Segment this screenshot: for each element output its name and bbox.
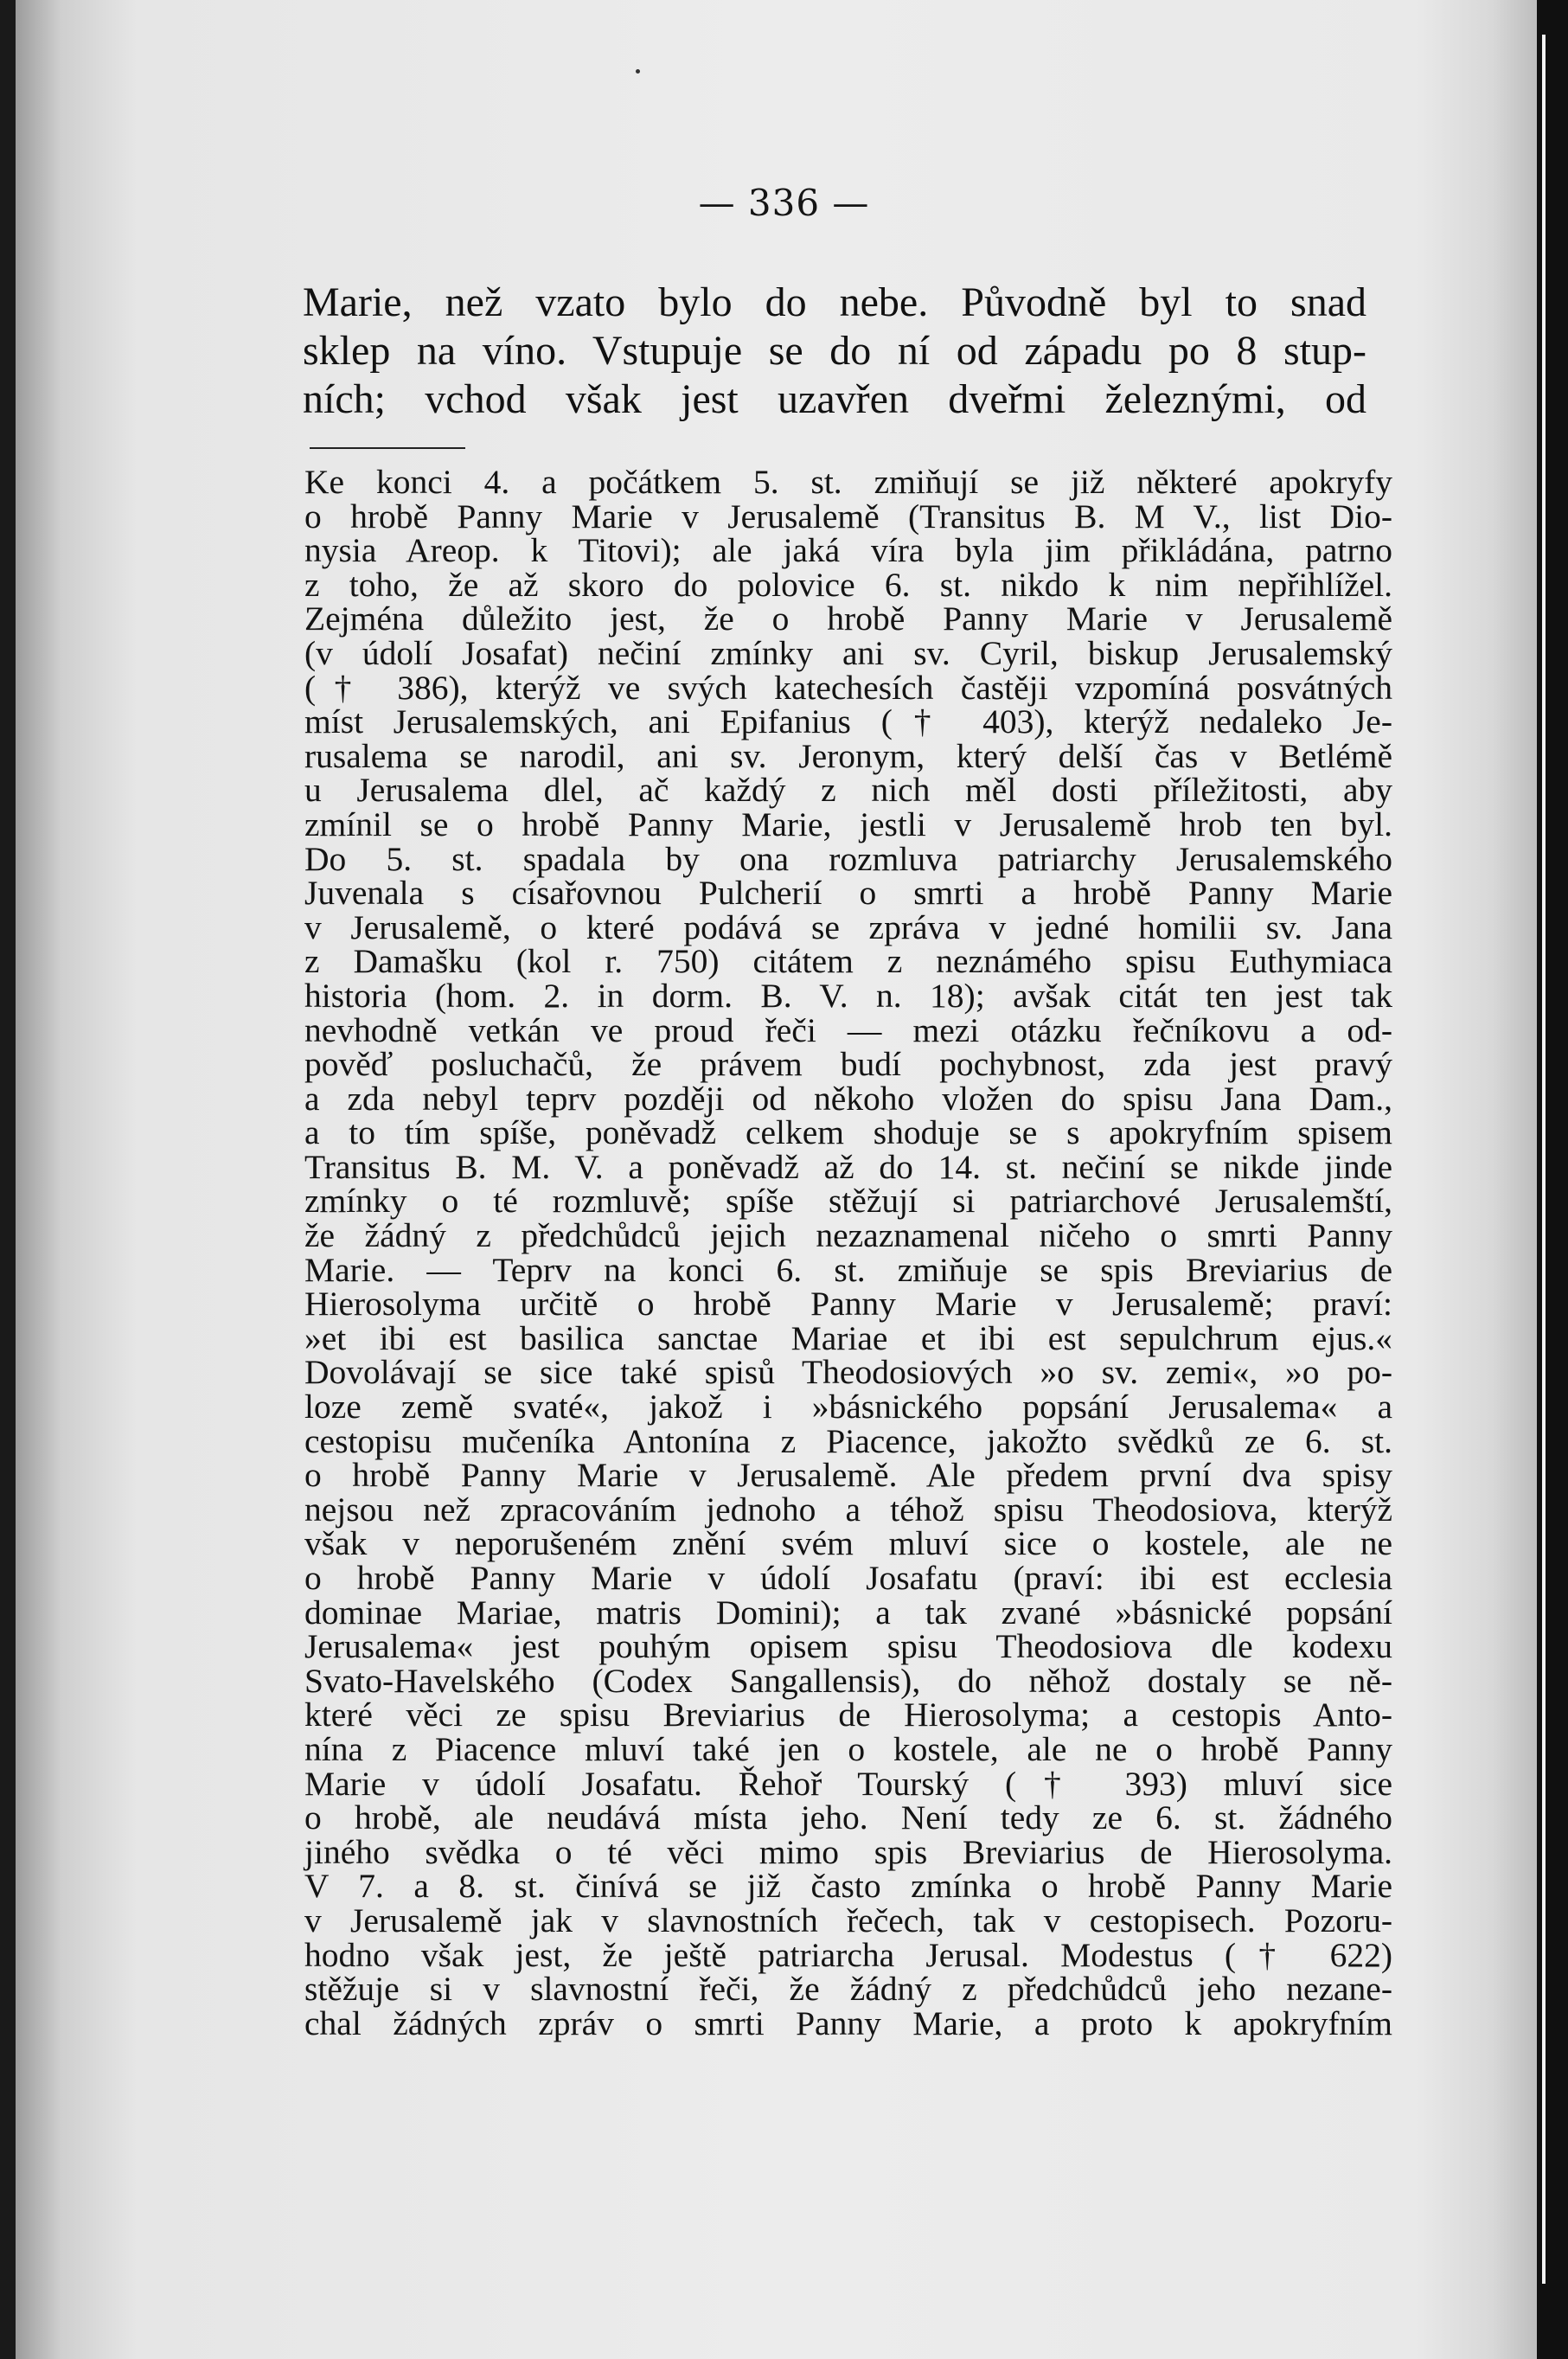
footnote-line: Do 5. st. spadala by ona rozmluva patriarchy Jerusalemského <box>304 839 1392 878</box>
footnote-line: míst Jerusalemských, ani Epifanius († 403), kterýž nedaleko Je- <box>304 702 1392 741</box>
footnote-line: Dovolávají se sice také spisů Theodosiových »o sv. zemi«, »o po- <box>304 1353 1392 1392</box>
footnote-line: dominae Mariae, matris Domini); a tak zvané »básnické popsání <box>304 1593 1392 1631</box>
page-edge-line <box>1542 35 1546 2284</box>
footnote-line: v Jerusalemě jak v slavnostních řečech, tak v cestopisech. Pozoru- <box>304 1901 1392 1939</box>
footnote-line: historia (hom. 2. in dorm. B. V. n. 18); avšak citát ten jest tak <box>304 976 1392 1015</box>
footnote <box>304 465 1392 2041</box>
main-text-line: ních; vchod však jest uzavřen dveřmi železnými, od <box>303 376 1366 422</box>
main-text-line: Marie, než vzato bylo do nebe. Původně byl to snad <box>303 279 1366 325</box>
footnote-line: (v údolí Josafat) nečiní zmínky ani sv. Cyril, biskup Jerusalemský <box>304 633 1392 672</box>
footnote-line: o hrobě, ale neudává místa jeho. Není tedy ze 6. st. žádného <box>304 1798 1392 1837</box>
footnote-line: však v neporušeném znění svém mluví sice o kostele, ale ne <box>304 1524 1392 1563</box>
footnote-line: († 386), kterýž ve svých katechesích častěji vzpomíná posvátných <box>304 668 1392 707</box>
footnote-line: zmínky o té rozmluvě; spíše stěžují si patriarchové Jerusalemští, <box>304 1182 1392 1221</box>
footnote-line: V 7. a 8. st. činívá se již často zmínka o hrobě Panny Marie <box>304 1867 1392 1906</box>
footnote-line: zmínil se o hrobě Panny Marie, jestli v Jerusalemě hrob ten byl. <box>304 804 1392 843</box>
footnote-line: nysia Areop. k Titovi); ale jaká víra byla jim přikládána, patrno <box>304 531 1392 570</box>
footnote-line: u Jerusalema dlel, ač každý z nich měl dosti příležitosti, aby <box>304 771 1392 810</box>
footnote-line: stěžuje si v slavnostní řeči, že žádný z předchůdců jeho nezane- <box>304 1970 1392 2009</box>
main-text-line: sklep na víno. Vstupuje se do ní od západu po 8 stup- <box>303 328 1366 374</box>
footnote-line: Juvenala s císařovnou Pulcherií o smrti a hrobě Panny Marie <box>304 874 1392 913</box>
footnote-line: rusalema se narodil, ani sv. Jeronym, který delší čas v Betlémě <box>304 736 1392 775</box>
footnote-line: a to tím spíše, poněvadž celkem shoduje se s apokryfním spisem <box>304 1113 1392 1152</box>
footnote-line: loze země svaté«, jakož i »básnického popsání Jerusalema« a <box>304 1388 1392 1426</box>
footnote-line: že žádný z předchůdců jejich nezaznamenal ničeho o smrti Panny <box>304 1216 1392 1255</box>
footnote-line: Zejména důležito jest, že o hrobě Panny Marie v Jerusalemě <box>304 599 1392 638</box>
footnote-line: cestopisu mučeníka Antonína z Piacence, jakožto svědků ze 6. st. <box>304 1421 1392 1460</box>
footnote-line: Marie v údolí Josafatu. Řehoř Tourský († 393) mluví sice <box>304 1764 1392 1803</box>
footnote-line: nevhodně vetkán ve proud řeči — mezi otázku řečníkovu a od- <box>304 1010 1392 1049</box>
footnote-line: Ke konci 4. a počátkem 5. st. zmiňují se již některé apokryfy <box>304 463 1392 501</box>
footnote-line: o hrobě Panny Marie v Jerusalemě (Transitus B. M V., list Dio- <box>304 497 1392 535</box>
footnote-line: v Jerusalemě, o které podává se zpráva v jedné homilii sv. Jana <box>304 907 1392 946</box>
footnote-line: z Damašku (kol r. 750) citátem z neznámého spisu Euthymiaca <box>304 942 1392 981</box>
footnote-line: Svato-Havelského (Codex Sangallensis), do něhož dostaly se ně- <box>304 1661 1392 1700</box>
paper-speck <box>636 69 640 74</box>
footnote-line: Transitus B. M. V. a poněvadž až do 14. st. nečiní se nikde jinde <box>304 1147 1392 1186</box>
footnote-line: Hierosolyma určitě o hrobě Panny Marie v Jerusalemě; praví: <box>304 1285 1392 1324</box>
footnote-line: které věci ze spisu Breviarius de Hierosolyma; a cestopis Anto- <box>304 1696 1392 1734</box>
footnote-line: »et ibi est basilica sanctae Mariae et ibi est sepulchrum ejus.« <box>304 1318 1392 1357</box>
footnote-divider <box>310 447 465 449</box>
footnote-line: pověď posluchačů, že právem budí pochybnost, zda jest pravý <box>304 1045 1392 1084</box>
footnote-line: o hrobě Panny Marie v Jerusalemě. Ale předem první dva spisy <box>304 1456 1392 1495</box>
footnote-line: chal žádných zpráv o smrti Panny Marie, a proto k apokryfním <box>304 2003 1392 2042</box>
footnote-line: z toho, že až skoro do polovice 6. st. nikdo k nim nepřihlížel. <box>304 565 1392 604</box>
footnote-line: Marie. — Teprv na konci 6. st. zmiňuje se spis Breviarius de <box>304 1250 1392 1289</box>
footnote-line: nína z Piacence mluví také jen o kostele, ale ne o hrobě Panny <box>304 1729 1392 1768</box>
footnote-line: hodno však jest, že ještě patriarcha Jerusal. Modestus († 622) <box>304 1935 1392 1974</box>
footnote-line: jiného svědka o té věci mimo spis Breviarius de Hierosolyma. <box>304 1832 1392 1871</box>
footnote-line: Jerusalema« jest pouhým opisem spisu Theodosiova dle kodexu <box>304 1627 1392 1666</box>
footnote-line: a zda nebyl teprv později od někoho vložen do spisu Jana Dam., <box>304 1079 1392 1118</box>
footnote-line: o hrobě Panny Marie v údolí Josafatu (praví: ibi est ecclesia <box>304 1559 1392 1597</box>
footnote-line: nejsou než zpracováním jednoho a téhož spisu Theodosiova, kterýž <box>304 1490 1392 1529</box>
main-text <box>303 279 1366 424</box>
page-number: — 336 — <box>698 182 870 224</box>
